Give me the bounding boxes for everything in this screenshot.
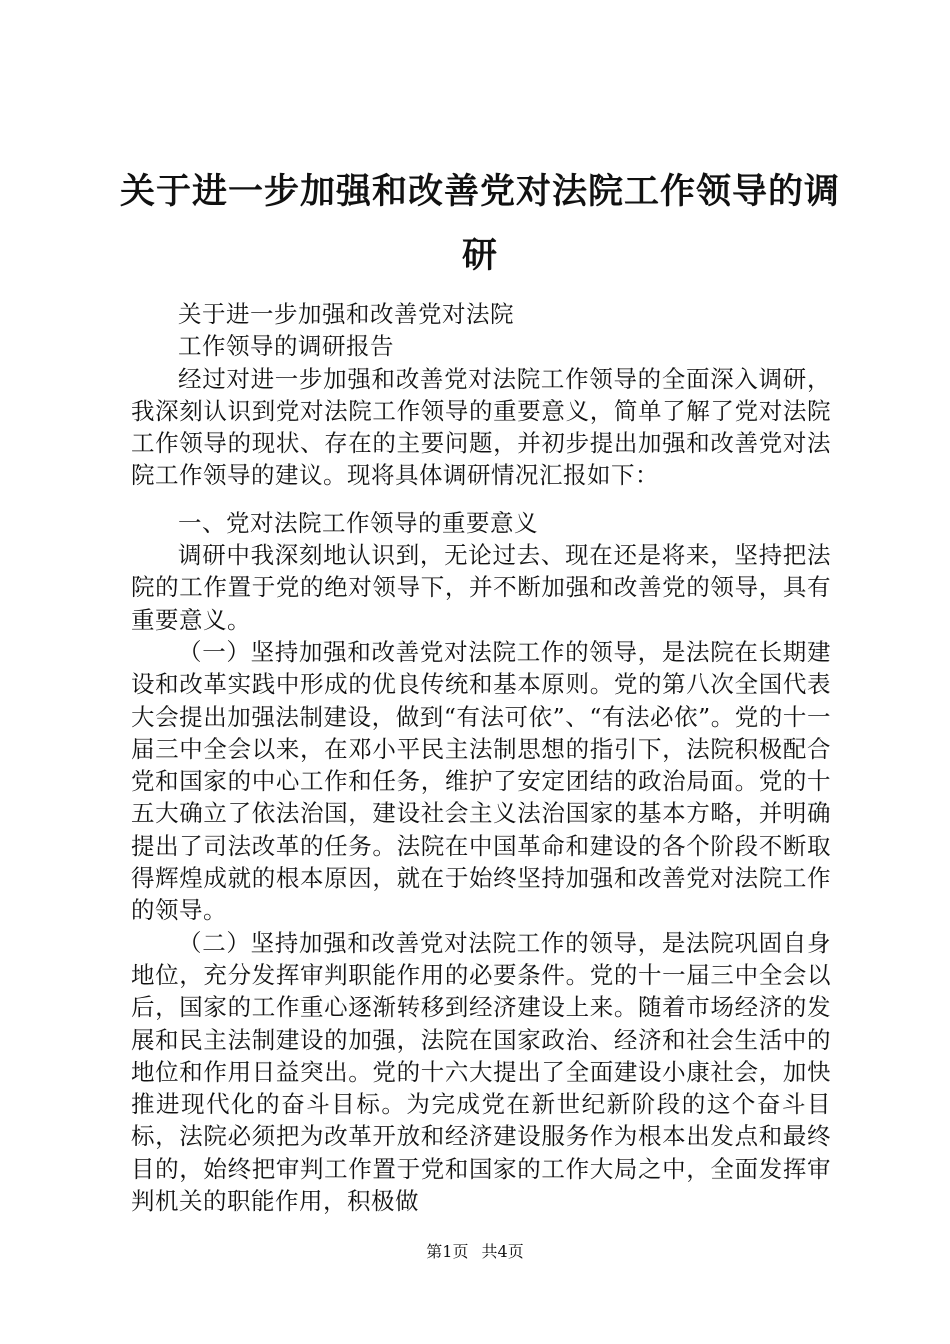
body-paragraph: （一）坚持加强和改善党对法院工作的领导，是法院在长期建设和改革实践中形成的优良传统和基本原则。党的第八次全国代表大会提出加强法制建设，做到“有法可依”、“有法必依”。党的十一届三中全会以来，在邓小平民主法制思想的指引下，法院积极配合党和国家的中心工作和任务，维护了安定团结的政治局面。党的十五大确立了依法治国，建设社会主义法治国家的基本方略，并明确提出了司法改革的任务。法院在中国革命和建设的各个阶段不断取得辉煌成就的根本原因，就在于始终坚持加强和改善党对法院工作的领导。 bbox=[131, 637, 831, 925]
body-paragraph: 调研中我深刻地认识到，无论过去、现在还是将来，坚持把法院的工作置于党的绝对领导下，并不断加强和改善党的领导，具有重要意义。 bbox=[131, 541, 831, 634]
page-total: 共4页 bbox=[481, 1242, 524, 1261]
body-paragraph: （二）坚持加强和改善党对法院工作的领导，是法院巩固自身地位，充分发挥审判职能作用的必要条件。党的十一届三中全会以后，国家的工作重心逐渐转移到经济建设上来。随着市场经济的发展和民主法制建设的加强，法院在国家政治、经济和社会生活中的地位和作用日益突出。党的十六大提出了全面建设小康社会，加快推进现代化的奋斗目标。为完成党在新世纪新阶段的这个奋斗目标，法院必须把为改革开放和经济建设服务作为根本出发点和最终目的，始终把审判工作置于党和国家的工作大局之中，全面发挥审判机关的职能作用，积极做 bbox=[131, 928, 831, 1216]
document-body bbox=[131, 298, 831, 1217]
page-footer bbox=[0, 1242, 950, 1262]
intro-paragraph: 经过对进一步加强和改善党对法院工作领导的全面深入调研，我深刻认识到党对法院工作领导的重要意义，简单了解了党对法院工作领导的现状、存在的主要问题，并初步提出加强和改善党对法院工作领导的建议。现将具体调研情况汇报如下： bbox=[131, 364, 831, 490]
subtitle-line-2: 工作领导的调研报告 bbox=[178, 332, 394, 361]
section-heading: 一、党对法院工作领导的重要意义 bbox=[178, 508, 538, 537]
page-number: 第1页 bbox=[426, 1242, 469, 1261]
document-title: 关于进一步加强和改善党对法院工作领导的调研 bbox=[119, 171, 840, 276]
subtitle-line-1: 关于进一步加强和改善党对法院 bbox=[178, 300, 514, 328]
